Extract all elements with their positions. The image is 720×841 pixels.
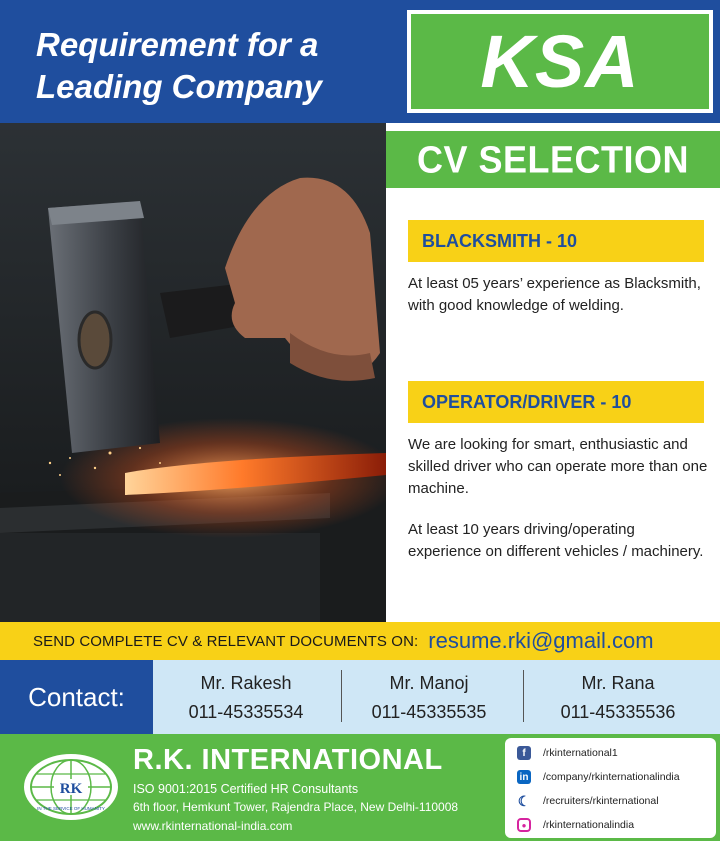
social-link-facebook[interactable] <box>517 743 618 763</box>
logo-text: RK <box>59 781 83 797</box>
social-link-recruiters[interactable] <box>517 791 659 811</box>
job-description-operator-driver: We are looking for smart, enthusiastic and skilled driver who can operate more than one machine. <box>408 436 708 497</box>
country-text: KSA <box>480 20 640 103</box>
send-cv-band <box>0 622 720 660</box>
contact-name: Mr. Rakesh <box>200 673 292 693</box>
country-badge <box>407 10 713 113</box>
contact-person-rakesh <box>156 660 336 734</box>
company-address: 6th floor, Hemkunt Tower, Rajendra Place, New Delhi-110008 <box>133 800 459 814</box>
contact-person-manoj <box>339 660 519 734</box>
instagram-icon: ● <box>517 818 531 832</box>
recruiters-icon: ☾ <box>517 792 531 809</box>
contact-divider <box>523 670 524 722</box>
facebook-icon: f <box>517 746 531 760</box>
globe-icon <box>22 752 120 822</box>
send-cv-email-link[interactable]: resume.rki@gmail.com <box>428 628 654 653</box>
linkedin-icon: in <box>517 770 531 784</box>
company-name: R.K. INTERNATIONAL <box>133 744 443 776</box>
contact-phone[interactable]: 011-45335536 <box>560 702 676 722</box>
hammer-illustration <box>0 123 386 623</box>
rk-globe-logo <box>22 752 120 822</box>
job-heading-operator-driver: OPERATOR/DRIVER - 10 <box>408 381 704 423</box>
contact-person-rana <box>528 660 708 734</box>
job-description-blacksmith: At least 05 years’ experience as Blacksmith, with good knowledge of welding. <box>408 275 701 314</box>
contact-label: Contact: <box>28 681 125 712</box>
contact-name: Mr. Rana <box>581 673 655 693</box>
contact-label-box <box>0 660 153 734</box>
cv-selection-title: CV SELECTION <box>416 137 690 181</box>
header-title-line2: Leading Company <box>36 68 323 105</box>
iso-certification: ISO 9001:2015 Certified HR Consultants <box>133 782 359 796</box>
contact-phone[interactable]: 011-45335535 <box>371 702 487 722</box>
job-requirement-operator-driver: At least 10 years driving/operating experience on different vehicles / machinery. <box>408 521 704 560</box>
social-link-text: /recruiters/rkinternational <box>543 795 659 807</box>
header-title-line1: Requirement for a <box>36 26 319 63</box>
social-link-text: /rkinternationalindia <box>543 819 635 831</box>
contact-phone[interactable]: 011-45335534 <box>188 702 304 722</box>
logo-tagline: IN THE SERVICE OF HUMANITY <box>37 806 105 811</box>
social-link-text: /company/rkinternationalindia <box>543 771 680 783</box>
header-title <box>36 24 396 108</box>
social-link-linkedin[interactable] <box>517 767 680 787</box>
cv-selection-banner <box>386 131 720 188</box>
social-link-text: /rkinternational1 <box>543 747 618 759</box>
job-heading-blacksmith: BLACKSMITH - 10 <box>408 220 704 262</box>
company-website-link[interactable]: www.rkinternational-india.com <box>133 819 293 833</box>
send-cv-label: SEND COMPLETE CV & RELEVANT DOCUMENTS ON: <box>33 632 419 650</box>
social-link-instagram[interactable] <box>517 815 634 835</box>
contact-name: Mr. Manoj <box>389 673 469 693</box>
hammer-forging-photo <box>0 123 386 623</box>
